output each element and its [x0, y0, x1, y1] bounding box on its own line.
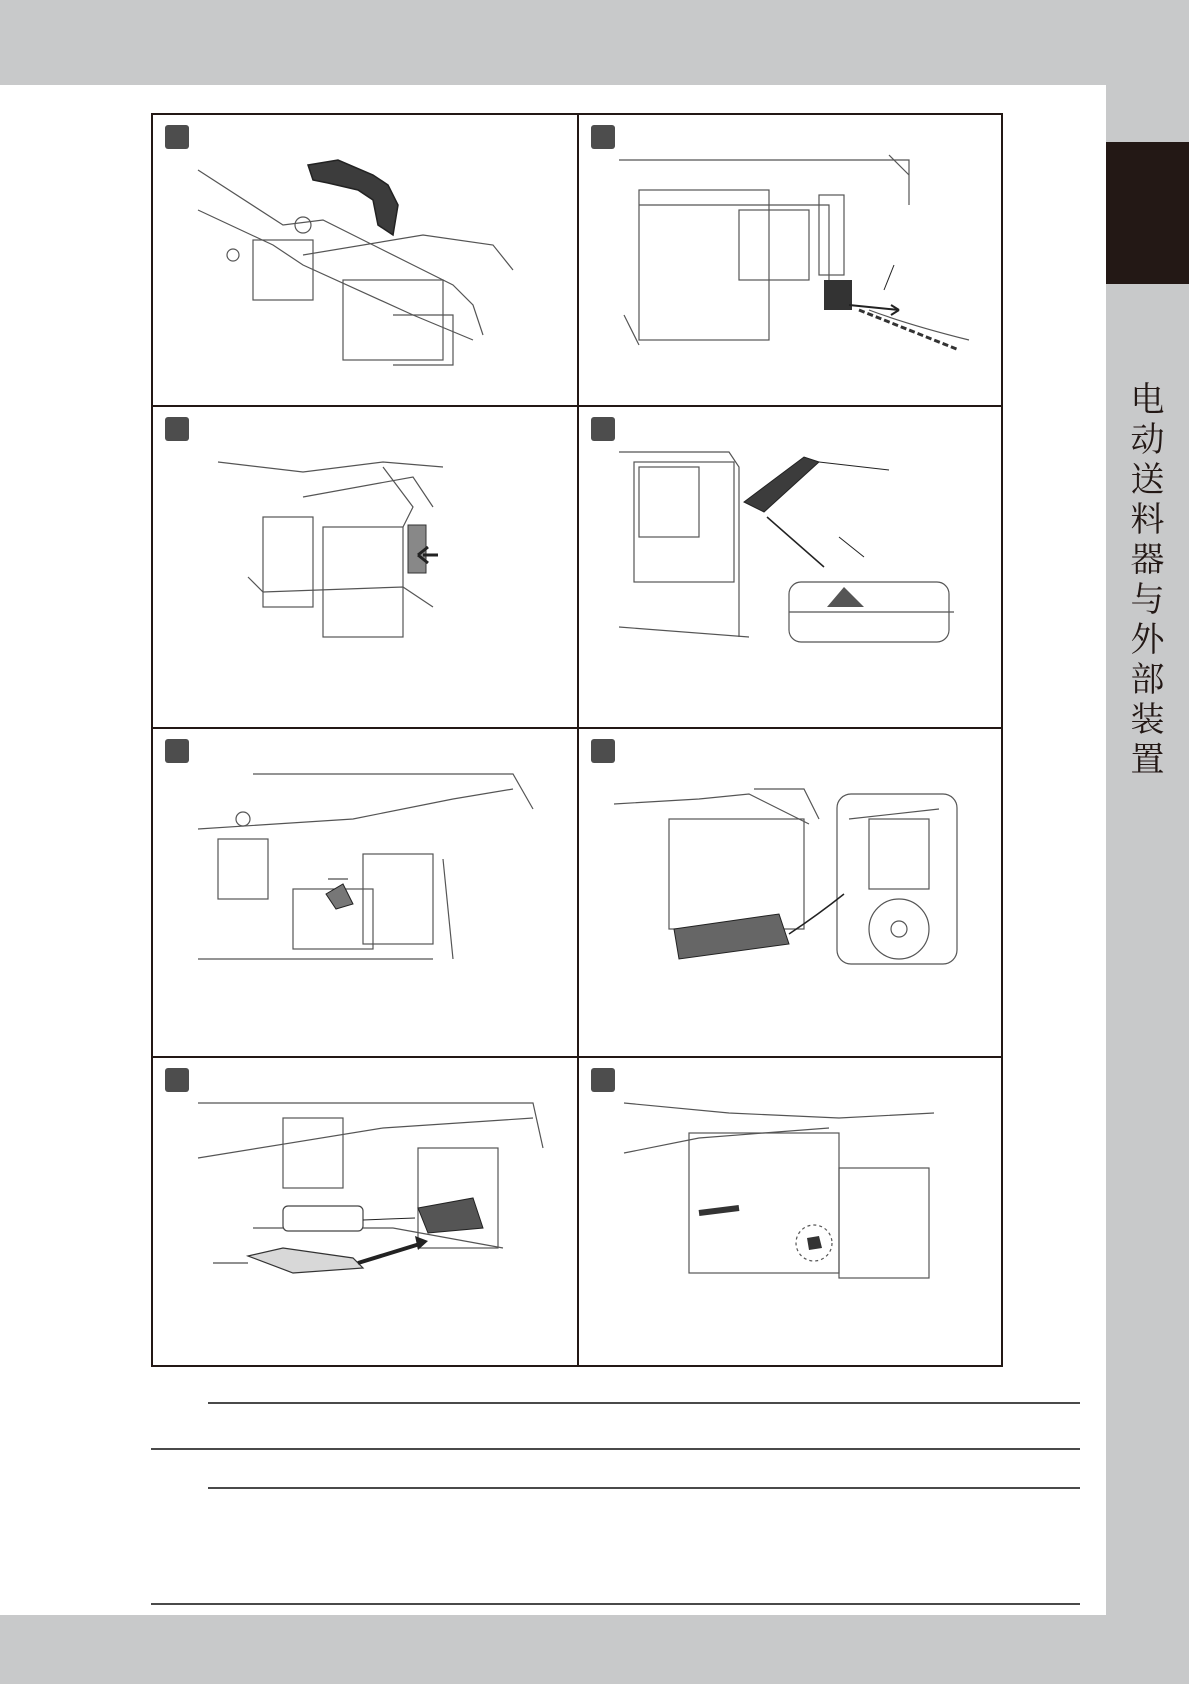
step-3-illustration — [153, 407, 577, 727]
top-band — [0, 0, 1189, 85]
procedure-figure-grid — [151, 113, 1003, 1367]
step-8-illustration — [579, 1058, 1001, 1365]
step-7-panel — [153, 1058, 577, 1365]
step-6-panel — [579, 729, 1001, 1056]
step-4-illustration — [579, 407, 1001, 727]
step-8-panel — [579, 1058, 1001, 1365]
side-tab-title — [1106, 380, 1189, 780]
step-5-illustration — [153, 729, 577, 1056]
rule-4 — [151, 1603, 1080, 1605]
step-3-panel — [153, 407, 577, 727]
rule-3 — [208, 1487, 1080, 1489]
rule-2 — [151, 1448, 1080, 1450]
side-tab-title-text: 电 动 送 料 器 与 外 部 装 置 — [1130, 380, 1165, 780]
step-2-illustration — [579, 115, 1001, 405]
bottom-band — [0, 1615, 1189, 1684]
side-tab-marker — [1106, 142, 1189, 284]
step-4-panel — [579, 407, 1001, 727]
step-7-illustration — [153, 1058, 577, 1365]
step-1-illustration — [153, 115, 577, 405]
rule-1 — [208, 1402, 1080, 1404]
step-1-panel — [153, 115, 577, 405]
step-5-panel — [153, 729, 577, 1056]
step-2-panel — [579, 115, 1001, 405]
step-6-illustration — [579, 729, 1001, 1056]
